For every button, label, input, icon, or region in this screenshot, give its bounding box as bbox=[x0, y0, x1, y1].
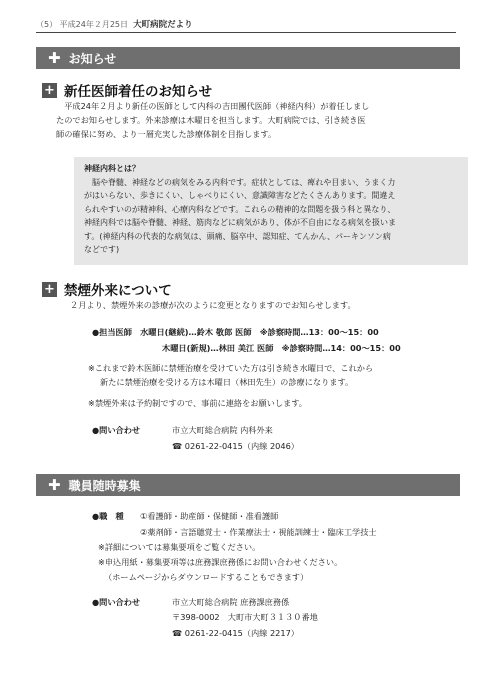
new-doctor-heading bbox=[42, 80, 212, 100]
plus-icon: ✚ bbox=[48, 475, 61, 494]
publication-title: 大町病院だより bbox=[133, 20, 193, 30]
new-doctor-body bbox=[56, 99, 468, 142]
smoking-contact-org: 市立大町総合病院 内科外来 bbox=[172, 425, 273, 435]
recruit-contact-address: 〒398-0002 大町市大町３１３０番地 bbox=[172, 612, 318, 622]
neurology-info-box bbox=[74, 157, 468, 265]
smoking-note: ※これまで鈴木医師に禁煙治療を受けていた方は引き続き水曜日で、これから bbox=[88, 363, 374, 373]
neurology-box-line: られやすいのが精神科、心療内科などです。これらの精神的な問題を扱う科と異なり、 bbox=[84, 204, 396, 214]
smoking-note: 新たに禁煙治療を受ける方は木曜日（林田先生）の診療になります。 bbox=[100, 377, 354, 387]
recruit-note: （ホームページからダウンロードすることもできます） bbox=[104, 572, 309, 582]
cross-box-icon: + bbox=[42, 83, 57, 98]
smoking-note: ※禁煙外来は予約制ですので、事前に連絡をお願いします。 bbox=[88, 398, 307, 408]
notices-bar-label: お知らせ bbox=[68, 51, 117, 66]
recruit-note: ※申込用紙・募集要項等は庶務課庶務係にお問い合わせください。 bbox=[98, 557, 343, 567]
job-type-label: ●職 種 bbox=[92, 511, 124, 521]
smoking-heading-text: 禁煙外来について bbox=[64, 283, 172, 299]
smoking-contact-label: ●問い合わせ bbox=[92, 425, 141, 435]
smoking-schedule-row: 木曜日(新規)…林田 美江 医師 ※診察時間…14：00～15：00 bbox=[162, 343, 401, 353]
new-doctor-line: たのでお知らせします。外来診療は木曜日を担当します。大町病院では、引き続き医 bbox=[56, 115, 366, 126]
recruit-contact-label: ●問い合わせ bbox=[92, 597, 141, 607]
job-type-line: ②薬剤師・言語聴覚士・作業療法士・視能訓練士・臨床工学技士 bbox=[140, 527, 377, 537]
issue-date: 平成24年２月25日 bbox=[59, 20, 128, 29]
neurology-box-title: 神経内科とは？ bbox=[84, 164, 140, 173]
smoking-schedule-row: ●担当医師 水曜日(継続)…鈴木 敬郎 医師 ※診察時間…13：00～15：00 bbox=[92, 327, 379, 337]
neurology-box-line: す。(神経内科の代表的な病気は、頭痛、脳卒中、認知症、てんかん、パーキンソン病 bbox=[84, 231, 391, 241]
recruit-contact-tel: ☎ 0261-22-0415（内線 2217） bbox=[172, 628, 299, 638]
new-doctor-line: 師の確保に努め、より一層充実した診療体制を目指します。 bbox=[56, 129, 277, 140]
new-doctor-line: 平成24年２月より新任の医師として内科の吉田團代医師（神経内科）が着任しまし bbox=[64, 101, 370, 111]
job-type-line: ①看護師・助産師・保健師・准看護師 bbox=[140, 511, 279, 521]
recruit-section-bar bbox=[36, 474, 460, 496]
neurology-box-line: などです) bbox=[84, 245, 120, 254]
notices-section-bar bbox=[36, 47, 460, 69]
recruit-contact-org: 市立大町総合病院 庶務課庶務係 bbox=[172, 597, 290, 607]
neurology-box-line: 脳や脊髄、神経などの病気をみる内科です。症状としては、痺れや目まい、うまく力 bbox=[92, 177, 396, 187]
recruit-bar-label: 職員随時募集 bbox=[68, 478, 141, 493]
neurology-box-line: 神経内科では脳や脊髄、神経、筋肉などに病気があり、体が不自由になる病気を扱いま bbox=[84, 218, 396, 227]
running-header bbox=[36, 18, 456, 33]
smoking-intro: ２月より、禁煙外来の診療が次のように変更となりますのでお知らせします。 bbox=[70, 300, 356, 310]
new-doctor-heading-text: 新任医師着任のお知らせ bbox=[64, 84, 213, 100]
smoking-contact-tel: ☎ 0261-22-0415（内線 2046） bbox=[172, 441, 299, 451]
cross-box-icon: + bbox=[42, 282, 57, 297]
smoking-clinic-heading bbox=[42, 279, 172, 299]
page-number: （5） bbox=[36, 20, 58, 29]
recruit-note: ※詳細については募集要項をご覧ください。 bbox=[98, 542, 261, 552]
neurology-box-line: がはいらない、歩きにくい、しゃべりにくい、意識障害などたくさんあります。間違え bbox=[84, 191, 396, 200]
plus-icon: ✚ bbox=[48, 48, 61, 67]
